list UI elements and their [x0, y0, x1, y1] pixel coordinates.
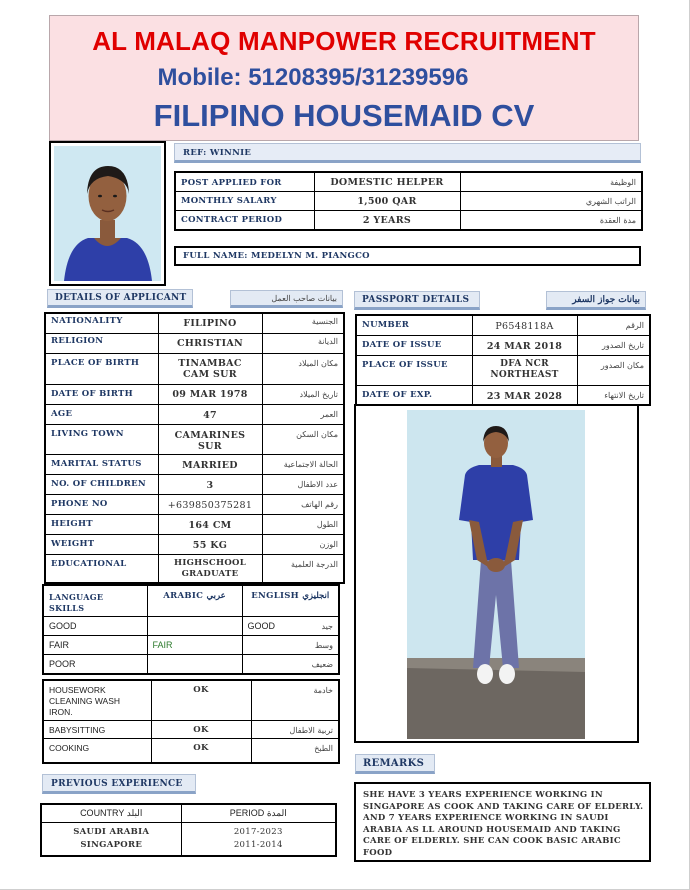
skill-arabic: خادمة — [251, 680, 339, 721]
applicant-arabic: رقم الهاتف — [262, 494, 344, 514]
applicant-label: HEIGHT — [45, 514, 158, 534]
applicant-arabic: مكان الميلاد — [262, 353, 344, 384]
ref-text: REF: WINNIE — [183, 148, 252, 158]
language-english-cell — [242, 655, 339, 674]
skill-value: OK — [151, 680, 251, 721]
applicant-label: LIVING TOWN — [45, 424, 158, 454]
applicant-arabic: الدرجة العلمية — [262, 554, 344, 583]
language-title: LANGUAGE SKILLS — [43, 585, 147, 617]
experience-countries: SAUDI ARABIA SINGAPORE — [41, 822, 181, 856]
job-label: MONTHLY SALARY — [175, 192, 314, 211]
passport-label: DATE OF EXP. — [356, 385, 472, 405]
passport-label: PLACE OF ISSUE — [356, 355, 472, 385]
experience-periods: 2017-2023 2011-2014 — [181, 822, 336, 856]
full-body-photo-frame — [354, 404, 639, 743]
applicant-label: DATE OF BIRTH — [45, 384, 158, 404]
passport-arabic: الرقم — [577, 315, 650, 335]
applicant-heading-ar: بيانات صاحب العمل — [230, 290, 343, 308]
remarks-text: SHE HAVE 3 YEARS EXPERIENCE WORKING IN SINGAPORE AS COOK AND TAKING CARE OF ELDERLY. AND 7 YEARS EXPERIENCE WORKING IN SAUDI ARABIA AS LL AROUND HOUSEMAID AND TAKING CARE OF ELDERLY. SHE CAN COOK BASIC ARABIC FOOD — [363, 790, 644, 858]
remarks-heading: REMARKS — [363, 758, 425, 769]
experience-table — [40, 803, 337, 857]
passport-heading-ar: بيانات جواز السفر — [546, 291, 646, 310]
language-arabic-value — [147, 655, 242, 674]
job-label: CONTRACT PERIOD — [175, 211, 314, 230]
passport-label: NUMBER — [356, 315, 472, 335]
job-arabic: الراتب الشهري — [460, 192, 642, 211]
applicant-value: 3 — [158, 474, 262, 494]
language-english-header: ENGLISH انجليزي — [242, 585, 339, 617]
language-level-ar: وسط — [314, 641, 333, 650]
skill-value: OK — [151, 739, 251, 763]
passport-heading-bar — [354, 291, 480, 310]
language-english-value: GOOD — [247, 621, 276, 631]
cv-header — [49, 15, 639, 141]
applicant-label: AGE — [45, 404, 158, 424]
applicant-label: EDUCATIONAL — [45, 554, 158, 583]
passport-value: 24 MAR 2018 — [472, 335, 577, 355]
applicant-arabic: العمر — [262, 404, 344, 424]
skill-label: COOKING — [43, 739, 151, 763]
applicant-value: 09 MAR 1978 — [158, 384, 262, 404]
skill-label: BABYSITTING — [43, 721, 151, 739]
applicant-arabic: الحالة الاجتماعية — [262, 454, 344, 474]
full-name-box — [174, 246, 641, 266]
company-name: AL MALAQ MANPOWER RECRUITMENT — [92, 26, 596, 56]
remarks-box — [354, 782, 651, 862]
applicant-label: NO. OF CHILDREN — [45, 474, 158, 494]
mobile-numbers: Mobile: 51208395/31239596 — [157, 64, 469, 91]
language-arabic-value: FAIR — [147, 636, 242, 655]
applicant-label: PHONE NO — [45, 494, 158, 514]
applicant-value: CAMARINES SUR — [158, 424, 262, 454]
applicant-value: +639850375281 — [158, 494, 262, 514]
job-label: POST APPLIED FOR — [175, 172, 314, 192]
experience-country-header: COUNTRY البلد — [41, 804, 181, 822]
passport-value: P6548118A — [472, 315, 577, 335]
applicant-table — [44, 312, 345, 584]
language-english-cell — [242, 617, 339, 636]
language-level: FAIR — [43, 636, 147, 655]
applicant-arabic: مكان السكن — [262, 424, 344, 454]
applicant-arabic: تاريخ الميلاد — [262, 384, 344, 404]
applicant-value: CHRISTIAN — [158, 333, 262, 353]
applicant-value: 164 CM — [158, 514, 262, 534]
applicant-arabic: الديانة — [262, 333, 344, 353]
passport-label: DATE OF ISSUE — [356, 335, 472, 355]
language-arabic-header: ARABIC عربي — [147, 585, 242, 617]
applicant-value: TINAMBAC CAM SUR — [158, 353, 262, 384]
job-table — [174, 171, 643, 231]
language-arabic-value — [147, 617, 242, 636]
applicant-arabic: الجنسية — [262, 313, 344, 333]
applicant-heading-bar — [47, 289, 193, 308]
skill-arabic: الطبخ — [251, 739, 339, 763]
applicant-heading: DETAILS OF APPLICANT — [55, 293, 187, 303]
job-value: DOMESTIC HELPER — [314, 172, 460, 192]
passport-heading: PASSPORT DETAILS — [362, 295, 470, 305]
skill-arabic: تربية الاطفال — [251, 721, 339, 739]
ref-bar — [174, 143, 641, 163]
passport-arabic: تاريخ الصدور — [577, 335, 650, 355]
job-arabic: الوظيفة — [460, 172, 642, 192]
portrait-image — [54, 146, 161, 281]
applicant-value: MARRIED — [158, 454, 262, 474]
applicant-label: WEIGHT — [45, 534, 158, 554]
remarks-heading-bar — [355, 754, 435, 774]
skill-value: OK — [151, 721, 251, 739]
language-table — [42, 584, 340, 675]
experience-heading-bar — [42, 774, 196, 794]
applicant-label: RELIGION — [45, 333, 158, 353]
job-value: 2 YEARS — [314, 211, 460, 230]
language-level: POOR — [43, 655, 147, 674]
language-english-cell — [242, 636, 339, 655]
experience-period-header: PERIOD المدة — [181, 804, 336, 822]
applicant-value: 55 KG — [158, 534, 262, 554]
applicant-arabic: الوزن — [262, 534, 344, 554]
applicant-value: HIGHSCHOOL GRADUATE — [158, 554, 262, 583]
applicant-value: 47 — [158, 404, 262, 424]
passport-value: DFA NCR NORTHEAST — [472, 355, 577, 385]
applicant-value: FILIPINO — [158, 313, 262, 333]
applicant-label: PLACE OF BIRTH — [45, 353, 158, 384]
passport-value: 23 MAR 2028 — [472, 385, 577, 405]
applicant-arabic: عدد الاطفال — [262, 474, 344, 494]
passport-arabic: تاريخ الانتهاء — [577, 385, 650, 405]
full-body-photo — [407, 410, 585, 739]
skills-table — [42, 679, 340, 764]
job-value: 1,500 QAR — [314, 192, 460, 211]
applicant-label: NATIONALITY — [45, 313, 158, 333]
portrait-photo — [49, 141, 166, 286]
applicant-arabic: الطول — [262, 514, 344, 534]
language-level: GOOD — [43, 617, 147, 636]
skill-label: HOUSEWORK CLEANING WASH IRON. — [43, 680, 151, 721]
passport-table — [355, 314, 651, 406]
experience-heading: PREVIOUS EXPERIENCE — [51, 779, 183, 789]
passport-arabic: مكان الصدور — [577, 355, 650, 385]
job-arabic: مدة العقدة — [460, 211, 642, 230]
cv-title: FILIPINO HOUSEMAID CV — [153, 98, 535, 133]
applicant-label: MARITAL STATUS — [45, 454, 158, 474]
language-level-ar: جيد — [321, 622, 333, 631]
language-level-ar: ضعيف — [311, 660, 333, 669]
full-name: FULL NAME: MEDELYN M. PIANGCO — [183, 251, 370, 261]
